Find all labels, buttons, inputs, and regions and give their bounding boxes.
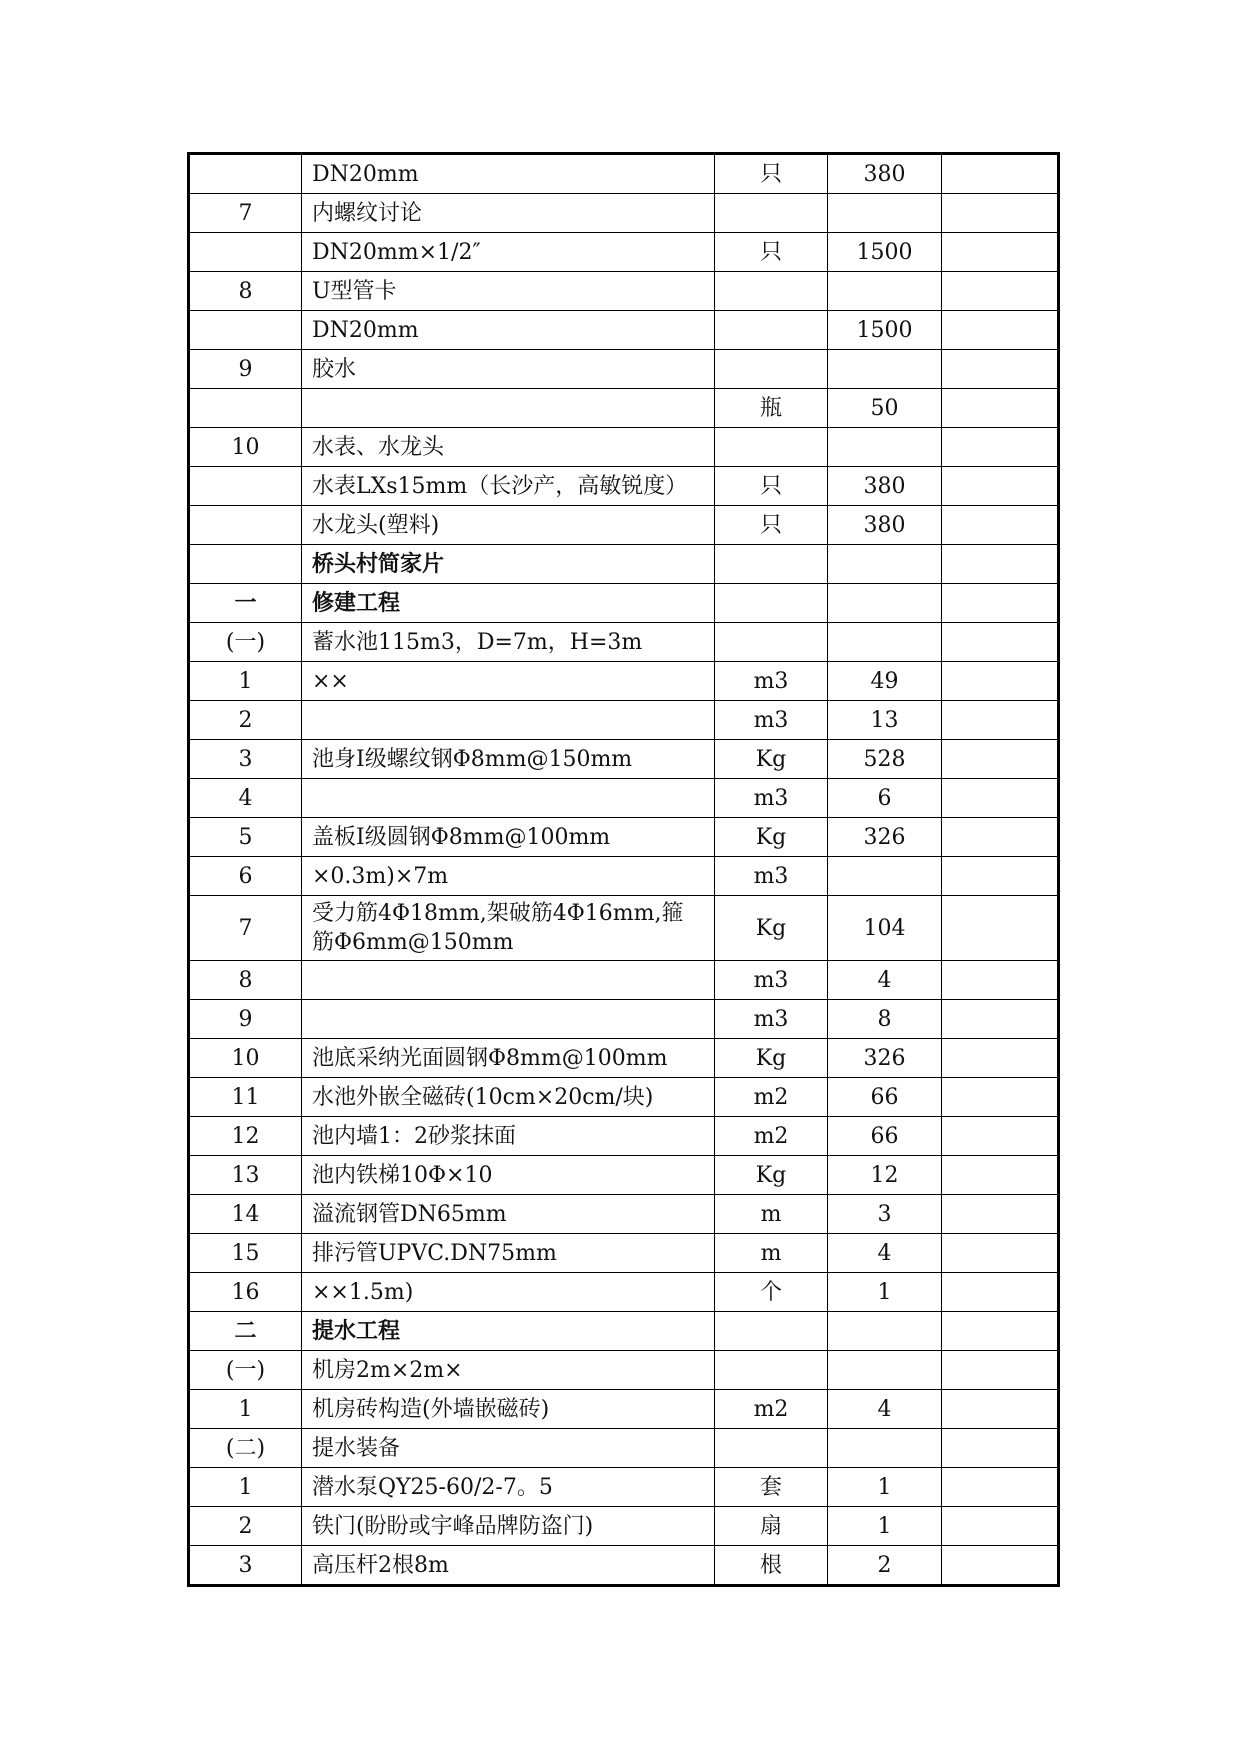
table-row xyxy=(189,1078,1059,1117)
quantity-cell xyxy=(828,623,942,662)
item-number-cell: 1 xyxy=(189,1390,302,1429)
unit-cell xyxy=(715,311,828,350)
table-row xyxy=(189,1546,1059,1586)
item-number-cell: 12 xyxy=(189,1117,302,1156)
item-number-cell: 3 xyxy=(189,1546,302,1586)
unit-cell: 个 xyxy=(715,1273,828,1312)
item-number-cell: 1 xyxy=(189,662,302,701)
item-number-cell: (二) xyxy=(189,1429,302,1468)
item-name-cell: 潜水泵QY25-60/2-7。5 xyxy=(302,1468,715,1507)
item-name-cell: DN20mm xyxy=(302,311,715,350)
quantity-cell: 1 xyxy=(828,1507,942,1546)
item-name-cell: 水表、水龙头 xyxy=(302,428,715,467)
item-number-cell: 9 xyxy=(189,1000,302,1039)
table-row xyxy=(189,154,1059,194)
item-name-cell: U型管卡 xyxy=(302,272,715,311)
item-number-cell: 8 xyxy=(189,272,302,311)
unit-cell: 只 xyxy=(715,154,828,194)
item-number-cell: 15 xyxy=(189,1234,302,1273)
table-row xyxy=(189,428,1059,467)
table-row xyxy=(189,818,1059,857)
item-name-cell: DN20mm xyxy=(302,154,715,194)
item-name-cell: 机房砖构造(外墙嵌磁砖) xyxy=(302,1390,715,1429)
item-name-cell: 桥头村简家片 xyxy=(302,545,715,584)
table-row xyxy=(189,389,1059,428)
note-cell xyxy=(942,1273,1059,1312)
note-cell xyxy=(942,857,1059,896)
item-number-cell: 6 xyxy=(189,857,302,896)
note-cell xyxy=(942,1429,1059,1468)
item-number-cell: 13 xyxy=(189,1156,302,1195)
item-name-cell: 池内墙1：2砂浆抹面 xyxy=(302,1117,715,1156)
note-cell xyxy=(942,1156,1059,1195)
item-number-cell xyxy=(189,389,302,428)
unit-cell: 只 xyxy=(715,467,828,506)
item-name-cell: 铁门(盼盼或宇峰品牌防盗门) xyxy=(302,1507,715,1546)
item-number-cell: 10 xyxy=(189,1039,302,1078)
item-name-cell: ×0.3m)×7m xyxy=(302,857,715,896)
unit-cell: 瓶 xyxy=(715,389,828,428)
item-number-cell: 二 xyxy=(189,1312,302,1351)
quantity-cell: 8 xyxy=(828,1000,942,1039)
item-number-cell: 2 xyxy=(189,701,302,740)
unit-cell: Kg xyxy=(715,818,828,857)
item-name-cell: 池身Ⅰ级螺纹钢Φ8mm@150mm xyxy=(302,740,715,779)
unit-cell: 扇 xyxy=(715,1507,828,1546)
quantity-cell xyxy=(828,584,942,623)
item-number-cell: 9 xyxy=(189,350,302,389)
unit-cell: 只 xyxy=(715,506,828,545)
note-cell xyxy=(942,584,1059,623)
item-number-cell: 1 xyxy=(189,1468,302,1507)
unit-cell: 只 xyxy=(715,233,828,272)
quantity-cell: 1 xyxy=(828,1468,942,1507)
item-number-cell: 7 xyxy=(189,896,302,961)
item-number-cell: 8 xyxy=(189,961,302,1000)
table-row xyxy=(189,1039,1059,1078)
note-cell xyxy=(942,740,1059,779)
quantity-cell: 1500 xyxy=(828,233,942,272)
unit-cell: Kg xyxy=(715,1156,828,1195)
item-number-cell: (一) xyxy=(189,1351,302,1390)
materials-table xyxy=(187,152,1060,1587)
unit-cell: Kg xyxy=(715,740,828,779)
note-cell xyxy=(942,623,1059,662)
quantity-cell: 104 xyxy=(828,896,942,961)
table-row xyxy=(189,1312,1059,1351)
quantity-cell: 3 xyxy=(828,1195,942,1234)
unit-cell xyxy=(715,545,828,584)
quantity-cell: 4 xyxy=(828,961,942,1000)
unit-cell xyxy=(715,584,828,623)
item-number-cell xyxy=(189,467,302,506)
table-row xyxy=(189,779,1059,818)
unit-cell xyxy=(715,623,828,662)
item-number-cell xyxy=(189,233,302,272)
item-name-cell: 提水工程 xyxy=(302,1312,715,1351)
table-row xyxy=(189,662,1059,701)
note-cell xyxy=(942,154,1059,194)
item-name-cell: 受力筋4Φ18mm,架破筋4Φ16mm,箍筋Φ6mm@150mm xyxy=(302,896,715,961)
table-row xyxy=(189,701,1059,740)
item-name-cell xyxy=(302,1000,715,1039)
item-name-cell: 池内铁梯10Φ×10 xyxy=(302,1156,715,1195)
quantity-cell: 4 xyxy=(828,1390,942,1429)
note-cell xyxy=(942,1234,1059,1273)
quantity-cell xyxy=(828,272,942,311)
note-cell xyxy=(942,896,1059,961)
unit-cell xyxy=(715,350,828,389)
item-number-cell: 7 xyxy=(189,194,302,233)
table-row xyxy=(189,740,1059,779)
quantity-cell xyxy=(828,1312,942,1351)
note-cell xyxy=(942,233,1059,272)
quantity-cell xyxy=(828,350,942,389)
item-name-cell: 高压杆2根8m xyxy=(302,1546,715,1586)
note-cell xyxy=(942,467,1059,506)
item-number-cell: 11 xyxy=(189,1078,302,1117)
table-row xyxy=(189,1507,1059,1546)
table-row xyxy=(189,961,1059,1000)
quantity-cell: 528 xyxy=(828,740,942,779)
item-number-cell: 16 xyxy=(189,1273,302,1312)
table-row xyxy=(189,1468,1059,1507)
note-cell xyxy=(942,662,1059,701)
quantity-cell xyxy=(828,1351,942,1390)
item-name-cell xyxy=(302,389,715,428)
item-name-cell: 机房2m×2m× xyxy=(302,1351,715,1390)
unit-cell: m2 xyxy=(715,1117,828,1156)
note-cell xyxy=(942,818,1059,857)
note-cell xyxy=(942,1195,1059,1234)
unit-cell: m xyxy=(715,1234,828,1273)
table-row xyxy=(189,584,1059,623)
table-row xyxy=(189,1390,1059,1429)
unit-cell: m xyxy=(715,1195,828,1234)
quantity-cell: 13 xyxy=(828,701,942,740)
note-cell xyxy=(942,701,1059,740)
quantity-cell: 380 xyxy=(828,467,942,506)
table-row xyxy=(189,1351,1059,1390)
note-cell xyxy=(942,1351,1059,1390)
item-name-cell: 排污管UPVC.DN75mm xyxy=(302,1234,715,1273)
item-number-cell: (一) xyxy=(189,623,302,662)
unit-cell: m2 xyxy=(715,1078,828,1117)
unit-cell: m3 xyxy=(715,857,828,896)
item-number-cell xyxy=(189,154,302,194)
note-cell xyxy=(942,1468,1059,1507)
quantity-cell: 326 xyxy=(828,1039,942,1078)
table-row xyxy=(189,233,1059,272)
note-cell xyxy=(942,311,1059,350)
item-name-cell xyxy=(302,701,715,740)
unit-cell xyxy=(715,1429,828,1468)
item-number-cell: 一 xyxy=(189,584,302,623)
item-name-cell: 溢流钢管DN65mm xyxy=(302,1195,715,1234)
unit-cell: m3 xyxy=(715,662,828,701)
item-name-cell xyxy=(302,779,715,818)
quantity-cell: 1 xyxy=(828,1273,942,1312)
unit-cell: m2 xyxy=(715,1390,828,1429)
note-cell xyxy=(942,506,1059,545)
note-cell xyxy=(942,961,1059,1000)
unit-cell xyxy=(715,194,828,233)
table-row xyxy=(189,1273,1059,1312)
note-cell xyxy=(942,1507,1059,1546)
quantity-cell: 380 xyxy=(828,154,942,194)
quantity-cell xyxy=(828,857,942,896)
table-row xyxy=(189,1156,1059,1195)
note-cell xyxy=(942,272,1059,311)
item-name-cell: 池底采纳光面圆钢Φ8mm@100mm xyxy=(302,1039,715,1078)
quantity-cell: 50 xyxy=(828,389,942,428)
unit-cell: m3 xyxy=(715,961,828,1000)
note-cell xyxy=(942,194,1059,233)
note-cell xyxy=(942,389,1059,428)
unit-cell xyxy=(715,1351,828,1390)
quantity-cell: 4 xyxy=(828,1234,942,1273)
item-number-cell: 5 xyxy=(189,818,302,857)
quantity-cell xyxy=(828,545,942,584)
note-cell xyxy=(942,1117,1059,1156)
note-cell xyxy=(942,1312,1059,1351)
note-cell xyxy=(942,428,1059,467)
table-row xyxy=(189,1117,1059,1156)
item-number-cell xyxy=(189,506,302,545)
note-cell xyxy=(942,1000,1059,1039)
item-number-cell xyxy=(189,311,302,350)
item-number-cell xyxy=(189,545,302,584)
table-row xyxy=(189,1195,1059,1234)
unit-cell xyxy=(715,1312,828,1351)
note-cell xyxy=(942,545,1059,584)
table-row xyxy=(189,467,1059,506)
unit-cell: 套 xyxy=(715,1468,828,1507)
item-name-cell: ××1.5m) xyxy=(302,1273,715,1312)
item-name-cell: 提水装备 xyxy=(302,1429,715,1468)
quantity-cell: 326 xyxy=(828,818,942,857)
table-row xyxy=(189,1000,1059,1039)
item-name-cell: 修建工程 xyxy=(302,584,715,623)
item-name-cell: 水池外嵌全磁砖(10cm×20cm/块) xyxy=(302,1078,715,1117)
item-name-cell: 内螺纹讨论 xyxy=(302,194,715,233)
table-row xyxy=(189,623,1059,662)
item-name-cell: 水龙头(塑料) xyxy=(302,506,715,545)
table-row xyxy=(189,1234,1059,1273)
item-name-cell: 水表LXs15mm（长沙产，高敏锐度） xyxy=(302,467,715,506)
quantity-cell: 1500 xyxy=(828,311,942,350)
unit-cell xyxy=(715,428,828,467)
table-body xyxy=(189,154,1059,1586)
item-number-cell: 10 xyxy=(189,428,302,467)
quantity-cell: 12 xyxy=(828,1156,942,1195)
quantity-cell: 49 xyxy=(828,662,942,701)
item-name-cell: 蓄水池115m3，D=7m，H=3m xyxy=(302,623,715,662)
quantity-cell: 66 xyxy=(828,1117,942,1156)
quantity-cell: 380 xyxy=(828,506,942,545)
quantity-cell xyxy=(828,428,942,467)
item-number-cell: 2 xyxy=(189,1507,302,1546)
note-cell xyxy=(942,1078,1059,1117)
note-cell xyxy=(942,1390,1059,1429)
table-row xyxy=(189,545,1059,584)
quantity-cell: 66 xyxy=(828,1078,942,1117)
unit-cell: Kg xyxy=(715,896,828,961)
item-number-cell: 4 xyxy=(189,779,302,818)
unit-cell: m3 xyxy=(715,1000,828,1039)
table-row xyxy=(189,350,1059,389)
table-row xyxy=(189,896,1059,961)
table-row xyxy=(189,311,1059,350)
item-name-cell: 盖板Ⅰ级圆钢Φ8mm@100mm xyxy=(302,818,715,857)
item-name-cell: ×× xyxy=(302,662,715,701)
item-name-cell: 胶水 xyxy=(302,350,715,389)
unit-cell: Kg xyxy=(715,1039,828,1078)
note-cell xyxy=(942,350,1059,389)
table-row xyxy=(189,506,1059,545)
quantity-cell xyxy=(828,1429,942,1468)
table-row xyxy=(189,1429,1059,1468)
note-cell xyxy=(942,1039,1059,1078)
note-cell xyxy=(942,1546,1059,1586)
quantity-cell: 2 xyxy=(828,1546,942,1586)
item-name-cell xyxy=(302,961,715,1000)
unit-cell: m3 xyxy=(715,779,828,818)
item-name-cell: DN20mm×1/2″ xyxy=(302,233,715,272)
table-row xyxy=(189,857,1059,896)
table-row xyxy=(189,194,1059,233)
note-cell xyxy=(942,779,1059,818)
item-number-cell: 14 xyxy=(189,1195,302,1234)
unit-cell xyxy=(715,272,828,311)
item-number-cell: 3 xyxy=(189,740,302,779)
unit-cell: m3 xyxy=(715,701,828,740)
quantity-cell xyxy=(828,194,942,233)
table-row xyxy=(189,272,1059,311)
quantity-cell: 6 xyxy=(828,779,942,818)
unit-cell: 根 xyxy=(715,1546,828,1586)
